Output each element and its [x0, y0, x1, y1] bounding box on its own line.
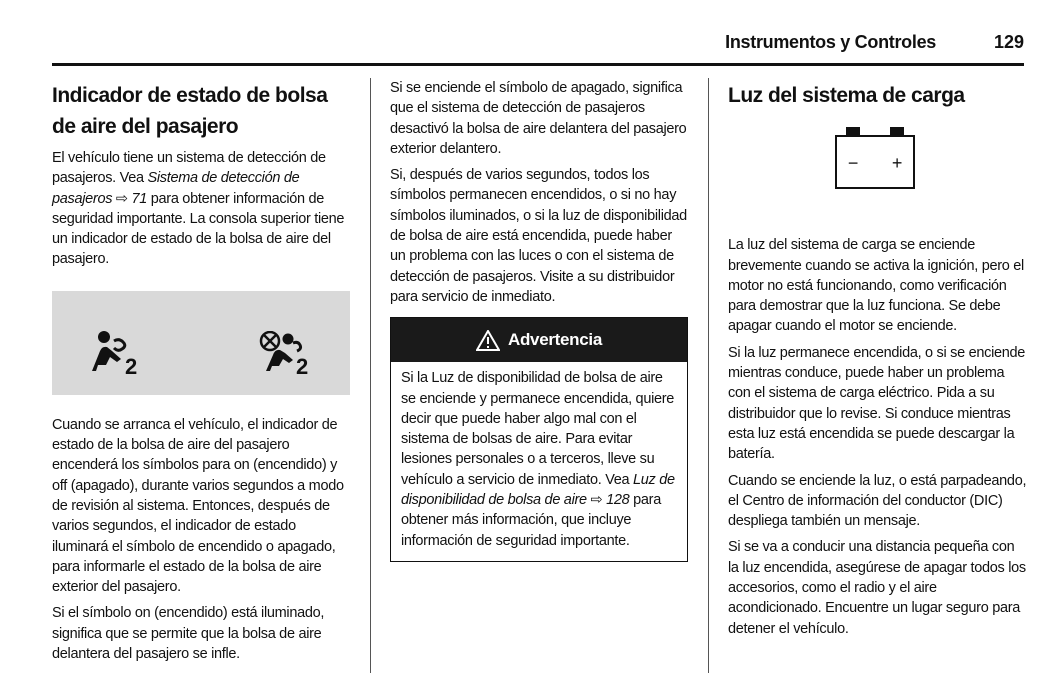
page-ref-71[interactable]: 71: [131, 190, 148, 207]
col2-paragraph-2: Si, después de varios segundos, todos los símbolos permanecen encendidos, o si no hay símbolos iluminados, o si la luz de disponibilidad de bolsa de aire está encendida, puede haber un problema con las luces o con el sistema de detección de pasajeros. Visite a su distribuidor para servicio de inmediato.: [390, 167, 687, 305]
reference-link-passenger-sensing[interactable]: Sistema de detección de pasajeros: [52, 170, 300, 207]
warning-header: [391, 318, 687, 362]
col2-paragraph-1: Si se enciende el símbolo de apagado, significa que el sistema de detección de pasajeros desactivó la bolsa de aire delantera del pasajero exterior delantero.: [390, 80, 687, 157]
svg-text:2: 2: [296, 353, 308, 375]
warning-text: Si la Luz de disponibilidad de bolsa de aire se enciende y permanece encendida, quiere decir que puede haber algo mal con el sistema de bolsas de aire. Para evitar lesiones personales o a terceros, lleve su vehículo a servicio de inmediato. Vea Luz de disponibilidad de bolsa de aire ⇨ 128 para obtener más información, que incluye información de seguridad importante.: [401, 370, 675, 549]
airbag-off-icon: [258, 331, 320, 375]
col1-paragraph-3: Si el símbolo on (encendido) está iluminado, significa que se permite que la bolsa de aire delantera del pasajero se infle.: [52, 605, 325, 663]
airbag-on-icon: [88, 331, 148, 375]
col3-paragraph-2: Si la luz permanece encendida, o si se enciende mientras conduce, puede haber un problema con el sistema de carga eléctrico. Pida a su distribuidor que lo revise. Si conduce mientras esta luz está encendida se puede descargar la batería.: [728, 344, 1026, 463]
warning-box: [390, 317, 688, 562]
svg-text:+: +: [891, 153, 903, 173]
warning-title: Advertencia: [507, 330, 603, 350]
column-3: [728, 80, 1028, 645]
col1-paragraph-1: El vehículo tiene un sistema de detección de pasajeros. Vea Sistema de detección de pasajeros ⇨ 71 para obtener información de seguridad importante. La consola superior tiene un indicador de estado de la bolsa de aire del pasajero.: [52, 150, 345, 268]
column-2: [390, 78, 690, 562]
page-ref-arrow-icon: ⇨: [590, 492, 603, 509]
column-divider-2: [708, 78, 709, 673]
svg-text:2: 2: [125, 353, 137, 375]
col1-paragraph-2: Cuando se arranca el vehículo, el indicador de estado de la bolsa de aire del pasajero encenderá los símbolos para on (encendido) y off (apagado), durante varios segundos a modo de revisión al sistema. Entonces, después de varios segundos, el indicador de estado iluminará el símbolo de encendido o apagado, para informarle el estado de la bolsa de aire exterior del pasajero.: [52, 416, 344, 596]
section-title: Instrumentos y Controles: [725, 32, 936, 52]
airbag-indicator-panel: [52, 291, 350, 395]
page-number: 129: [993, 32, 1024, 52]
col3-paragraph-4: Si se va a conducir una distancia pequeña con la luz encendida, asegúrese de apagar todos los accesorios, como el radio y el aire acondicionado. Encuentre un lugar seguro para detener el vehículo.: [728, 539, 1026, 637]
page-ref-128[interactable]: 128: [606, 492, 630, 509]
page-ref-arrow-icon: ⇨: [115, 190, 128, 207]
warning-body: [391, 362, 687, 561]
airbag-status-heading: Indicador de estado de bolsa de aire del pasajero: [52, 84, 328, 138]
column-1: [52, 80, 352, 670]
warning-triangle-icon: [476, 330, 500, 351]
reference-link-airbag-readiness[interactable]: Luz de disponibilidad de bolsa de aire: [401, 471, 675, 509]
col3-paragraph-3: Cuando se enciende la luz, o está parpadeando, el Centro de información del conductor (DIC) despliega también un mensaje.: [728, 472, 1027, 530]
col3-paragraph-1: La luz del sistema de carga se enciende brevemente cuando se activa la ignición, pero el motor no está funcionando, como verificación para demostrar que la luz funciona. Se debe apagar cuando el motor se enciende.: [728, 237, 1024, 335]
battery-icon: [834, 127, 916, 191]
column-divider-1: [370, 78, 371, 673]
svg-text:−: −: [847, 153, 859, 173]
charging-system-heading: Luz del sistema de carga: [728, 84, 965, 107]
page-header: [52, 30, 1024, 66]
